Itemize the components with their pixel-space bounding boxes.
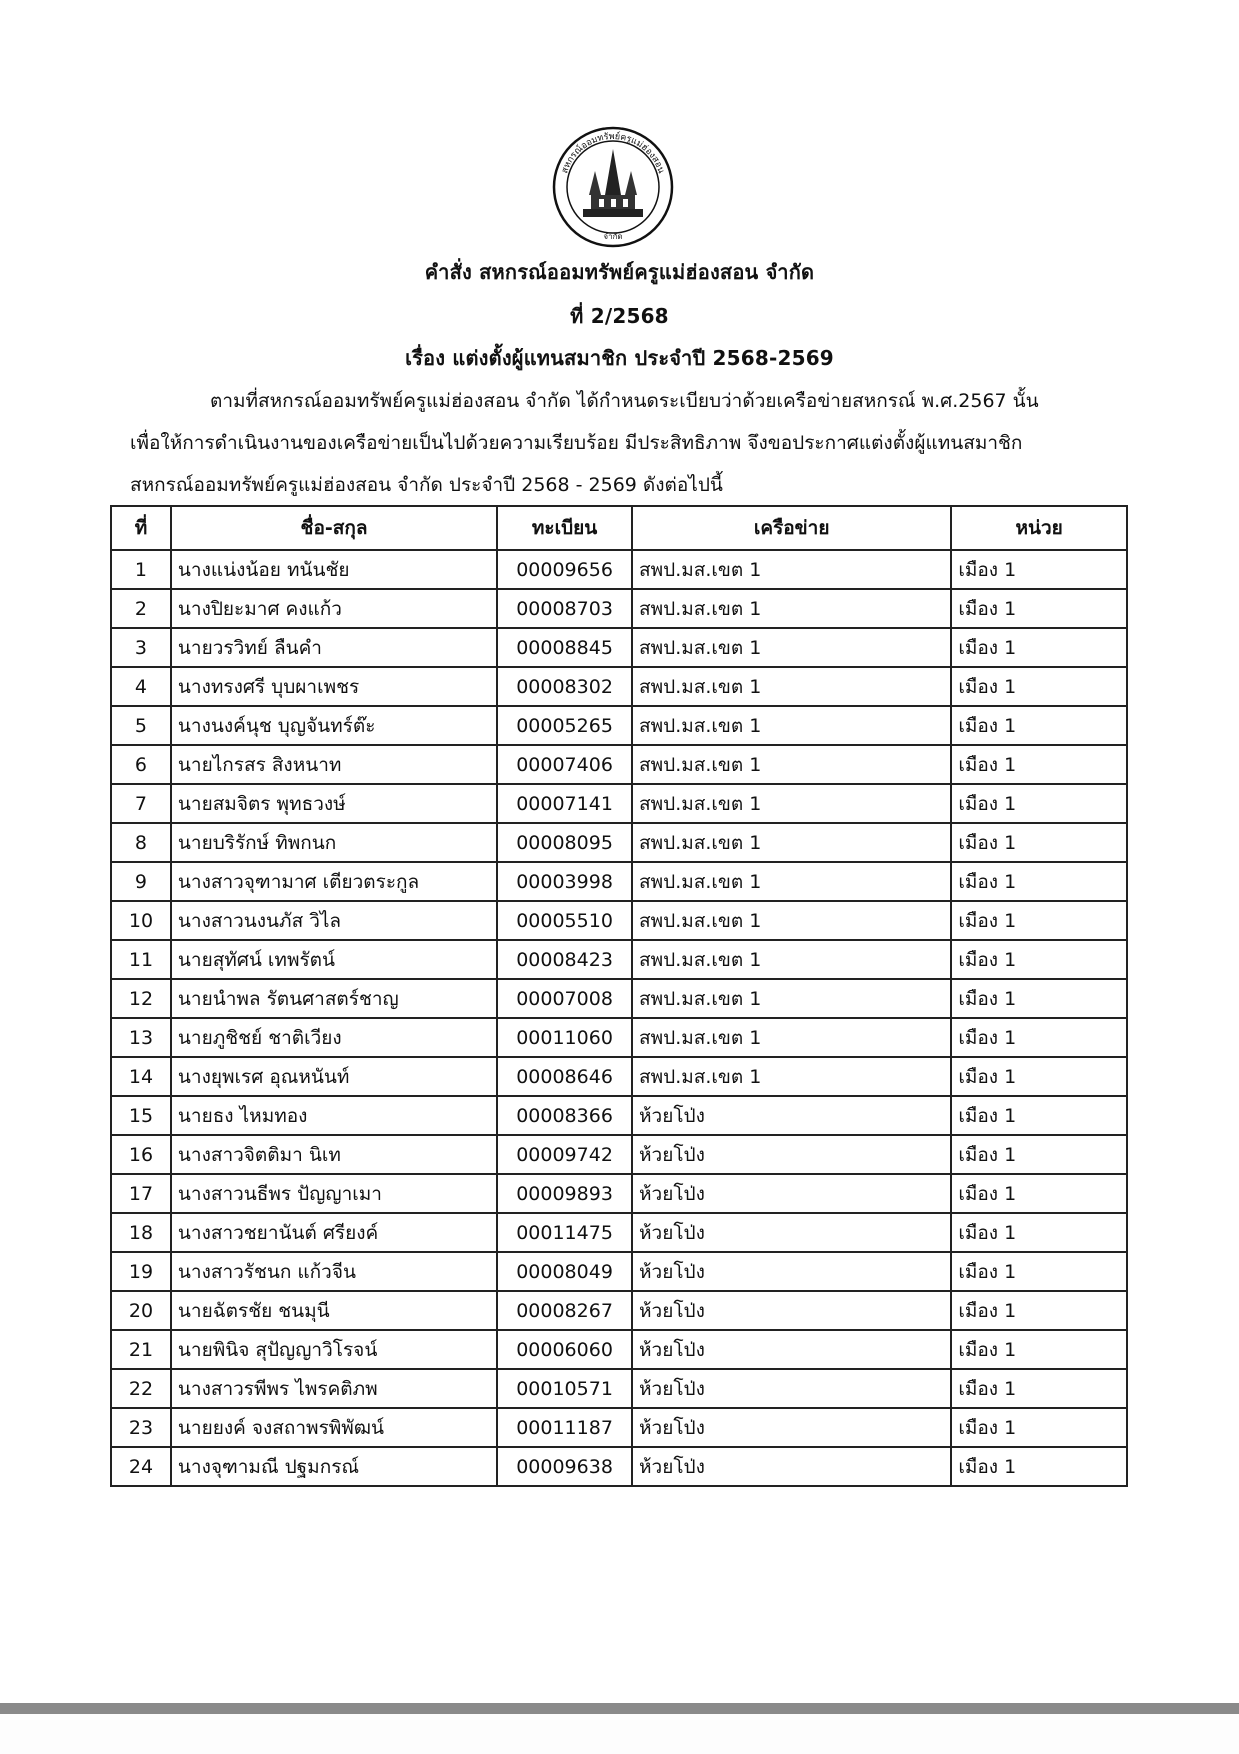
member-name: นายฉัตรชัย ชนมุนี xyxy=(171,1291,497,1330)
member-name: นายพินิจ สุปัญญาวิโรจน์ xyxy=(171,1330,497,1369)
row-number: 9 xyxy=(111,862,171,901)
registration-number: 00008049 xyxy=(497,1252,632,1291)
registration-number: 00009742 xyxy=(497,1135,632,1174)
registration-number: 00008845 xyxy=(497,628,632,667)
row-number: 4 xyxy=(111,667,171,706)
network-name: สพป.มส.เขต 1 xyxy=(632,862,951,901)
network-name: สพป.มส.เขต 1 xyxy=(632,1057,951,1096)
table-row xyxy=(111,979,1127,1018)
row-number: 7 xyxy=(111,784,171,823)
table-row xyxy=(111,1369,1127,1408)
member-name: นางสาวรพีพร ไพรคติภพ xyxy=(171,1369,497,1408)
table-row xyxy=(111,1252,1127,1291)
member-name: นายสมจิตร พุทธวงษ์ xyxy=(171,784,497,823)
registration-number: 00008302 xyxy=(497,667,632,706)
unit-name: เมือง 1 xyxy=(951,940,1127,979)
registration-number: 00007141 xyxy=(497,784,632,823)
network-name: ห้วยโป่ง xyxy=(632,1096,951,1135)
network-name: สพป.มส.เขต 1 xyxy=(632,745,951,784)
table-row xyxy=(111,1096,1127,1135)
row-number: 20 xyxy=(111,1291,171,1330)
member-name: นางทรงศรี บุบผาเพชร xyxy=(171,667,497,706)
table-row xyxy=(111,1408,1127,1447)
order-title: คำสั่ง สหกรณ์ออมทรัพย์ครูแม่ฮ่องสอน จำกัด xyxy=(424,260,815,284)
unit-name: เมือง 1 xyxy=(951,589,1127,628)
temple-icon xyxy=(583,149,643,217)
member-name: นายสุทัศน์ เทพรัตน์ xyxy=(171,940,497,979)
table-row xyxy=(111,1291,1127,1330)
member-name: นางแน่งน้อย ทนันชัย xyxy=(171,550,497,589)
member-name: นายไกรสร สิงหนาท xyxy=(171,745,497,784)
table-row xyxy=(111,1135,1127,1174)
header-name: ชื่อ-สกุล xyxy=(171,506,497,550)
row-number: 1 xyxy=(111,550,171,589)
registration-number: 00011060 xyxy=(497,1018,632,1057)
unit-name: เมือง 1 xyxy=(951,1252,1127,1291)
unit-name: เมือง 1 xyxy=(951,1174,1127,1213)
network-name: สพป.มส.เขต 1 xyxy=(632,706,951,745)
header-registration: ทะเบียน xyxy=(497,506,632,550)
unit-name: เมือง 1 xyxy=(951,1330,1127,1369)
row-number: 6 xyxy=(111,745,171,784)
unit-name: เมือง 1 xyxy=(951,706,1127,745)
registration-number: 00005510 xyxy=(497,901,632,940)
network-name: ห้วยโป่ง xyxy=(632,1135,951,1174)
table-header-row xyxy=(111,506,1127,550)
member-name: นางสาวชยานันต์ ศรียงค์ xyxy=(171,1213,497,1252)
registration-number: 00005265 xyxy=(497,706,632,745)
table-row xyxy=(111,940,1127,979)
unit-name: เมือง 1 xyxy=(951,1018,1127,1057)
network-name: สพป.มส.เขต 1 xyxy=(632,589,951,628)
row-number: 8 xyxy=(111,823,171,862)
unit-name: เมือง 1 xyxy=(951,1057,1127,1096)
member-name: นางสาวจุฑามาศ เตียวตระกูล xyxy=(171,862,497,901)
table-row xyxy=(111,1447,1127,1486)
cooperative-seal xyxy=(551,125,675,249)
table-row xyxy=(111,706,1127,745)
unit-name: เมือง 1 xyxy=(951,784,1127,823)
table-row xyxy=(111,823,1127,862)
row-number: 24 xyxy=(111,1447,171,1486)
table-row xyxy=(111,1330,1127,1369)
table-row xyxy=(111,745,1127,784)
member-name: นายยงค์ จงสถาพรพิพัฒน์ xyxy=(171,1408,497,1447)
network-name: สพป.มส.เขต 1 xyxy=(632,901,951,940)
row-number: 17 xyxy=(111,1174,171,1213)
registration-number: 00008423 xyxy=(497,940,632,979)
network-name: ห้วยโป่ง xyxy=(632,1330,951,1369)
registration-number: 00007008 xyxy=(497,979,632,1018)
row-number: 14 xyxy=(111,1057,171,1096)
unit-name: เมือง 1 xyxy=(951,550,1127,589)
network-name: ห้วยโป่ง xyxy=(632,1447,951,1486)
table-row xyxy=(111,667,1127,706)
member-name: นางสาวนธีพร ปัญญาเมา xyxy=(171,1174,497,1213)
representatives-table xyxy=(110,505,1128,1487)
table-row xyxy=(111,1213,1127,1252)
member-name: นางปิยะมาศ คงแก้ว xyxy=(171,589,497,628)
member-name: นายบริรักษ์ ทิพกนก xyxy=(171,823,497,862)
registration-number: 00003998 xyxy=(497,862,632,901)
row-number: 15 xyxy=(111,1096,171,1135)
unit-name: เมือง 1 xyxy=(951,1447,1127,1486)
registration-number: 00011187 xyxy=(497,1408,632,1447)
row-number: 5 xyxy=(111,706,171,745)
intro-paragraph xyxy=(130,380,1110,506)
member-name: นายนำพล รัตนศาสตร์ชาญ xyxy=(171,979,497,1018)
member-name: นางสาวรัชนก แก้วจีน xyxy=(171,1252,497,1291)
member-name: นางนงค์นุช บุญจันทร์ต๊ะ xyxy=(171,706,497,745)
member-name: นายวรวิทย์ ลืนคำ xyxy=(171,628,497,667)
table-row xyxy=(111,589,1127,628)
member-name: นางสาวจิตติมา นิเท xyxy=(171,1135,497,1174)
network-name: ห้วยโป่ง xyxy=(632,1174,951,1213)
header-unit: หน่วย xyxy=(951,506,1127,550)
header-no: ที่ xyxy=(111,506,171,550)
unit-name: เมือง 1 xyxy=(951,1369,1127,1408)
row-number: 23 xyxy=(111,1408,171,1447)
order-subject: เรื่อง แต่งตั้งผู้แทนสมาชิก ประจำปี 2568-2569 xyxy=(405,346,834,370)
network-name: สพป.มส.เขต 1 xyxy=(632,667,951,706)
row-number: 21 xyxy=(111,1330,171,1369)
network-name: สพป.มส.เขต 1 xyxy=(632,550,951,589)
order-number: ที่ 2/2568 xyxy=(570,304,669,328)
member-name: นายภูชิชย์ ชาติเวียง xyxy=(171,1018,497,1057)
header-network: เครือข่าย xyxy=(632,506,951,550)
registration-number: 00008703 xyxy=(497,589,632,628)
network-name: สพป.มส.เขต 1 xyxy=(632,823,951,862)
network-name: สพป.มส.เขต 1 xyxy=(632,940,951,979)
intro-line-2: เพื่อให้การดำเนินงานของเครือข่ายเป็นไปด้วยความเรียบร้อย มีประสิทธิภาพ จึงขอประกาศแต่งตั้งผู้แทนสมาชิก xyxy=(130,432,1023,454)
network-name: ห้วยโป่ง xyxy=(632,1213,951,1252)
intro-line-3: สหกรณ์ออมทรัพย์ครูแม่ฮ่องสอน จำกัด ประจำปี 2568 - 2569 ดังต่อไปนี้ xyxy=(130,474,723,496)
registration-number: 00006060 xyxy=(497,1330,632,1369)
registration-number: 00008366 xyxy=(497,1096,632,1135)
unit-name: เมือง 1 xyxy=(951,823,1127,862)
member-name: นางยุพเรศ อุณหนันท์ xyxy=(171,1057,497,1096)
table-row xyxy=(111,1018,1127,1057)
row-number: 10 xyxy=(111,901,171,940)
table-row xyxy=(111,628,1127,667)
unit-name: เมือง 1 xyxy=(951,1096,1127,1135)
unit-name: เมือง 1 xyxy=(951,628,1127,667)
table-body xyxy=(111,550,1127,1486)
row-number: 22 xyxy=(111,1369,171,1408)
scan-border xyxy=(0,1703,1239,1754)
row-number: 3 xyxy=(111,628,171,667)
row-number: 11 xyxy=(111,940,171,979)
row-number: 13 xyxy=(111,1018,171,1057)
registration-number: 00008095 xyxy=(497,823,632,862)
unit-name: เมือง 1 xyxy=(951,1213,1127,1252)
table-row xyxy=(111,550,1127,589)
member-name: นางสาวนงนภัส วิไล xyxy=(171,901,497,940)
unit-name: เมือง 1 xyxy=(951,1408,1127,1447)
seal-ring-text: สหกรณ์ออมทรัพย์ครูแม่ฮ่องสอน xyxy=(560,131,666,175)
unit-name: เมือง 1 xyxy=(951,862,1127,901)
table-row xyxy=(111,901,1127,940)
seal-bottom-text: จำกัด xyxy=(603,232,623,241)
unit-name: เมือง 1 xyxy=(951,979,1127,1018)
table-row xyxy=(111,784,1127,823)
unit-name: เมือง 1 xyxy=(951,1291,1127,1330)
row-number: 16 xyxy=(111,1135,171,1174)
row-number: 18 xyxy=(111,1213,171,1252)
row-number: 12 xyxy=(111,979,171,1018)
registration-number: 00008267 xyxy=(497,1291,632,1330)
member-name: นายธง ไหมทอง xyxy=(171,1096,497,1135)
table-row xyxy=(111,1057,1127,1096)
intro-line-1: ตามที่สหกรณ์ออมทรัพย์ครูแม่ฮ่องสอน จำกัด ได้กำหนดระเบียบว่าด้วยเครือข่ายสหกรณ์ พ.ศ.2567 นั้น xyxy=(210,390,1039,412)
unit-name: เมือง 1 xyxy=(951,667,1127,706)
registration-number: 00009893 xyxy=(497,1174,632,1213)
registration-number: 00007406 xyxy=(497,745,632,784)
registration-number: 00008646 xyxy=(497,1057,632,1096)
row-number: 2 xyxy=(111,589,171,628)
table-row xyxy=(111,862,1127,901)
network-name: สพป.มส.เขต 1 xyxy=(632,628,951,667)
network-name: ห้วยโป่ง xyxy=(632,1291,951,1330)
unit-name: เมือง 1 xyxy=(951,745,1127,784)
network-name: ห้วยโป่ง xyxy=(632,1408,951,1447)
registration-number: 00010571 xyxy=(497,1369,632,1408)
registration-number: 00009638 xyxy=(497,1447,632,1486)
network-name: สพป.มส.เขต 1 xyxy=(632,979,951,1018)
registration-number: 00011475 xyxy=(497,1213,632,1252)
network-name: ห้วยโป่ง xyxy=(632,1369,951,1408)
unit-name: เมือง 1 xyxy=(951,1135,1127,1174)
table-row xyxy=(111,1174,1127,1213)
network-name: สพป.มส.เขต 1 xyxy=(632,784,951,823)
unit-name: เมือง 1 xyxy=(951,901,1127,940)
network-name: ห้วยโป่ง xyxy=(632,1252,951,1291)
network-name: สพป.มส.เขต 1 xyxy=(632,1018,951,1057)
member-name: นางจุฑามณี ปฐมกรณ์ xyxy=(171,1447,497,1486)
registration-number: 00009656 xyxy=(497,550,632,589)
row-number: 19 xyxy=(111,1252,171,1291)
